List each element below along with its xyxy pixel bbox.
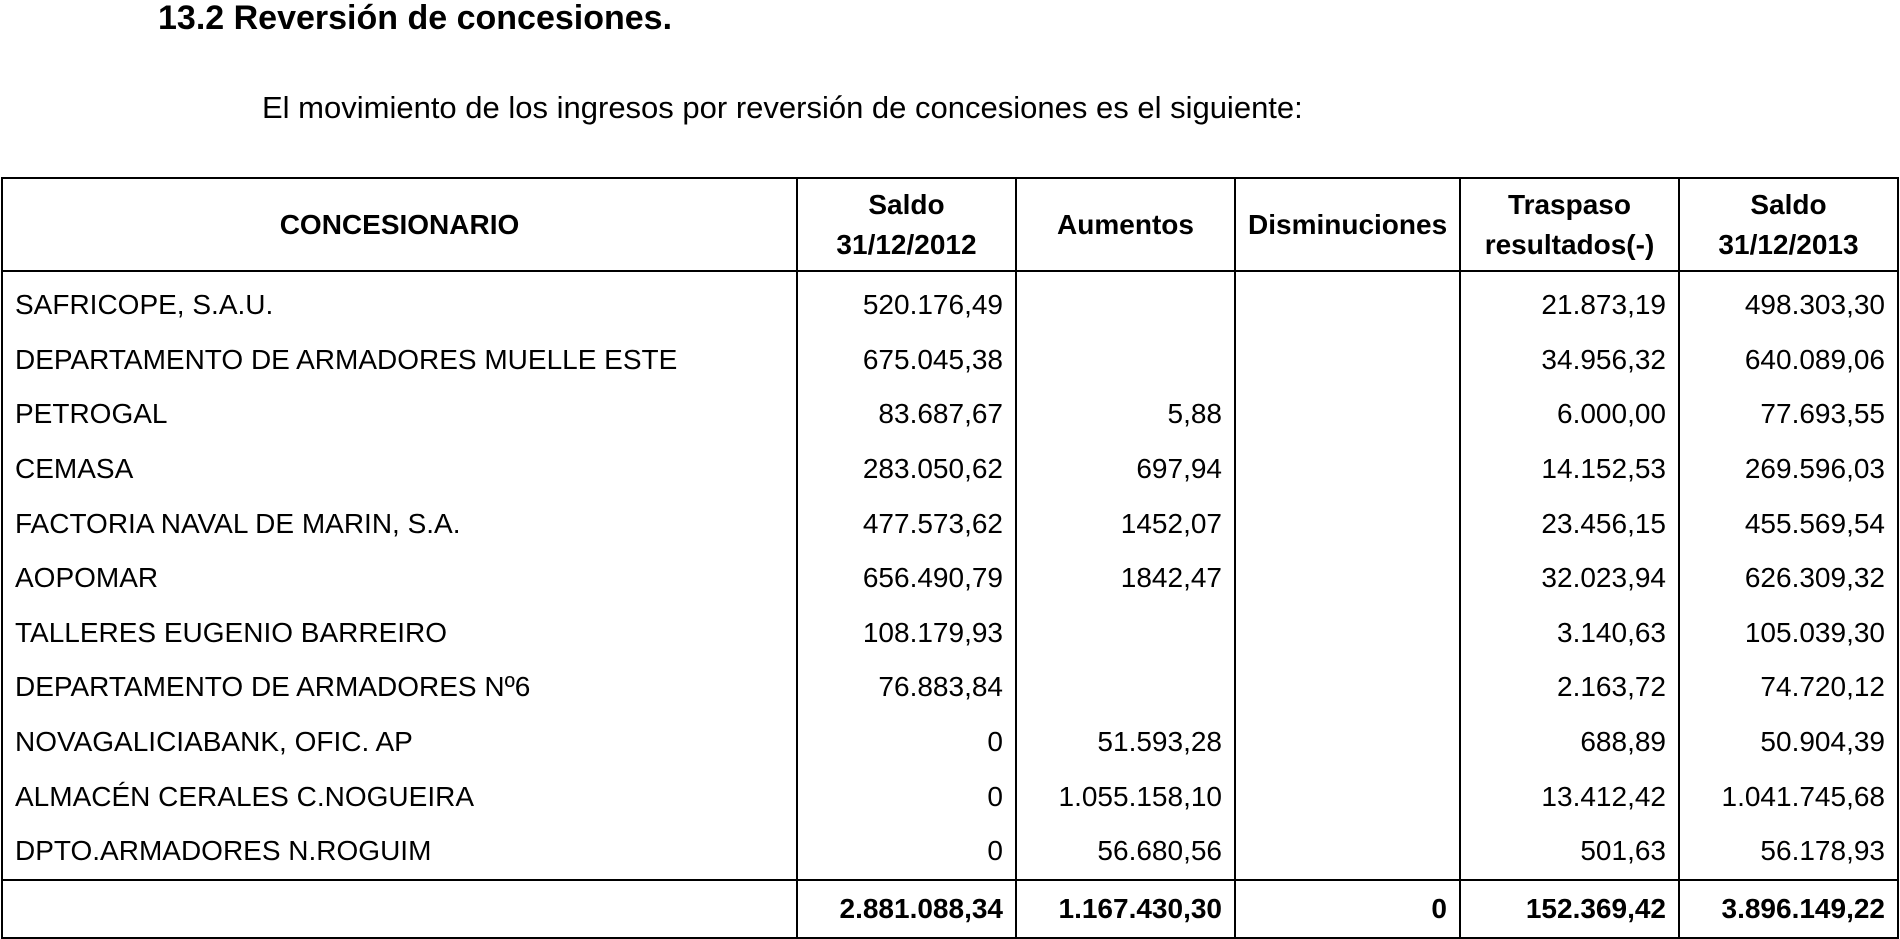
cell-saldo-2013: 269.596,03: [1679, 442, 1898, 497]
cell-saldo-2012: 283.050,62: [797, 442, 1016, 497]
cell-saldo-2012: 76.883,84: [797, 660, 1016, 715]
table-row: [2, 496, 1898, 551]
cell-concesionario: CEMASA: [2, 442, 797, 497]
total-aumentos: 1.167.430,30: [1016, 880, 1235, 938]
cell-saldo-2012: 0: [797, 715, 1016, 770]
header-saldo-2013: [1679, 178, 1898, 271]
cell-disminuciones: [1235, 606, 1460, 661]
cell-disminuciones: [1235, 496, 1460, 551]
cell-aumentos: 56.680,56: [1016, 824, 1235, 880]
cell-disminuciones: [1235, 551, 1460, 606]
table-row: [2, 387, 1898, 442]
cell-saldo-2012: 0: [797, 769, 1016, 824]
table-footer: [2, 880, 1898, 938]
table-row: [2, 769, 1898, 824]
header-disminuciones: Disminuciones: [1235, 178, 1460, 271]
cell-saldo-2013: 498.303,30: [1679, 271, 1898, 333]
table-row: [2, 333, 1898, 388]
cell-saldo-2012: 477.573,62: [797, 496, 1016, 551]
header-saldo-2012-line2: 31/12/2012: [836, 228, 977, 260]
cell-saldo-2012: 0: [797, 824, 1016, 880]
total-saldo-2012: 2.881.088,34: [797, 880, 1016, 938]
header-traspaso: [1460, 178, 1679, 271]
cell-concesionario: DPTO.ARMADORES N.ROGUIM: [2, 824, 797, 880]
header-saldo-2013-line2: 31/12/2013: [1718, 228, 1859, 260]
table-row: [2, 824, 1898, 880]
header-saldo-2013-line1: Saldo: [1750, 188, 1827, 220]
cell-aumentos: [1016, 333, 1235, 388]
cell-traspaso: 21.873,19: [1460, 271, 1679, 333]
cell-saldo-2013: 56.178,93: [1679, 824, 1898, 880]
cell-aumentos: [1016, 660, 1235, 715]
intro-text: El movimiento de los ingresos por reversión de concesiones es el siguiente:: [262, 90, 1303, 125]
cell-saldo-2013: 74.720,12: [1679, 660, 1898, 715]
header-traspaso-line2: resultados(-): [1484, 228, 1655, 260]
cell-aumentos: 5,88: [1016, 387, 1235, 442]
cell-disminuciones: [1235, 715, 1460, 770]
cell-disminuciones: [1235, 271, 1460, 333]
cell-concesionario: ALMACÉN CERALES C.NOGUEIRA: [2, 769, 797, 824]
cell-aumentos: [1016, 271, 1235, 333]
total-disminuciones: 0: [1235, 880, 1460, 938]
cell-disminuciones: [1235, 333, 1460, 388]
cell-concesionario: FACTORIA NAVAL DE MARIN, S.A.: [2, 496, 797, 551]
header-saldo-2012-line1: Saldo: [868, 188, 945, 220]
cell-saldo-2012: 108.179,93: [797, 606, 1016, 661]
cell-traspaso: 6.000,00: [1460, 387, 1679, 442]
table-row: [2, 271, 1898, 333]
totals-row: [2, 880, 1898, 938]
cell-saldo-2013: 455.569,54: [1679, 496, 1898, 551]
cell-traspaso: 13.412,42: [1460, 769, 1679, 824]
cell-concesionario: AOPOMAR: [2, 551, 797, 606]
total-traspaso: 152.369,42: [1460, 880, 1679, 938]
cell-saldo-2013: 77.693,55: [1679, 387, 1898, 442]
table-row: [2, 715, 1898, 770]
cell-aumentos: 51.593,28: [1016, 715, 1235, 770]
cell-disminuciones: [1235, 824, 1460, 880]
cell-saldo-2013: 626.309,32: [1679, 551, 1898, 606]
cell-traspaso: 3.140,63: [1460, 606, 1679, 661]
total-label: [2, 880, 797, 938]
cell-saldo-2012: 656.490,79: [797, 551, 1016, 606]
cell-saldo-2012: 675.045,38: [797, 333, 1016, 388]
cell-aumentos: 1452,07: [1016, 496, 1235, 551]
table-header: [2, 178, 1898, 271]
total-saldo-2013: 3.896.149,22: [1679, 880, 1898, 938]
cell-aumentos: [1016, 606, 1235, 661]
cell-concesionario: DEPARTAMENTO DE ARMADORES Nº6: [2, 660, 797, 715]
table-row: [2, 660, 1898, 715]
cell-concesionario: NOVAGALICIABANK, OFIC. AP: [2, 715, 797, 770]
header-aumentos: Aumentos: [1016, 178, 1235, 271]
header-traspaso-line1: Traspaso: [1508, 188, 1631, 220]
table-row: [2, 551, 1898, 606]
cell-traspaso: 2.163,72: [1460, 660, 1679, 715]
cell-disminuciones: [1235, 387, 1460, 442]
cell-disminuciones: [1235, 442, 1460, 497]
cell-concesionario: TALLERES EUGENIO BARREIRO: [2, 606, 797, 661]
cell-disminuciones: [1235, 769, 1460, 824]
cell-traspaso: 501,63: [1460, 824, 1679, 880]
cell-saldo-2013: 640.089,06: [1679, 333, 1898, 388]
cell-aumentos: 1.055.158,10: [1016, 769, 1235, 824]
cell-traspaso: 32.023,94: [1460, 551, 1679, 606]
header-row: [2, 178, 1898, 271]
cell-saldo-2013: 1.041.745,68: [1679, 769, 1898, 824]
cell-saldo-2012: 520.176,49: [797, 271, 1016, 333]
table-row: [2, 442, 1898, 497]
cell-saldo-2012: 83.687,67: [797, 387, 1016, 442]
table-row: [2, 606, 1898, 661]
cell-concesionario: PETROGAL: [2, 387, 797, 442]
cell-concesionario: DEPARTAMENTO DE ARMADORES MUELLE ESTE: [2, 333, 797, 388]
cell-disminuciones: [1235, 660, 1460, 715]
cell-traspaso: 14.152,53: [1460, 442, 1679, 497]
concessions-table: [1, 177, 1899, 939]
cell-saldo-2013: 105.039,30: [1679, 606, 1898, 661]
section-heading: 13.2 Reversión de concesiones.: [158, 0, 673, 37]
cell-aumentos: 1842,47: [1016, 551, 1235, 606]
cell-traspaso: 23.456,15: [1460, 496, 1679, 551]
cell-traspaso: 688,89: [1460, 715, 1679, 770]
cell-traspaso: 34.956,32: [1460, 333, 1679, 388]
cell-concesionario: SAFRICOPE, S.A.U.: [2, 271, 797, 333]
table-body: [2, 271, 1898, 880]
header-saldo-2012: [797, 178, 1016, 271]
cell-aumentos: 697,94: [1016, 442, 1235, 497]
header-concesionario: CONCESIONARIO: [2, 178, 797, 271]
cell-saldo-2013: 50.904,39: [1679, 715, 1898, 770]
